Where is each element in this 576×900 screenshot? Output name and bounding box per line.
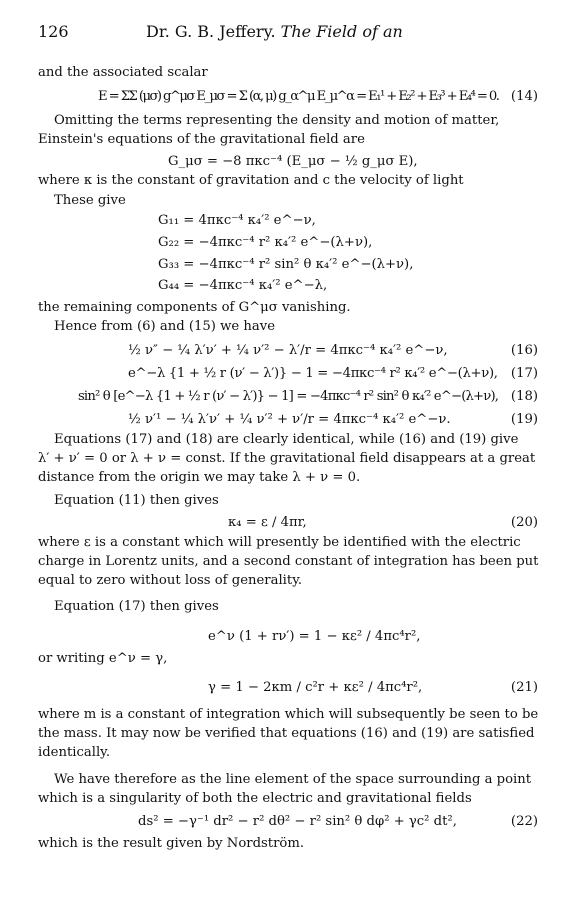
equation-line — [38, 233, 538, 253]
equation-number: (22) — [510, 814, 538, 829]
equation-line — [38, 276, 538, 296]
text-line: λ′ + ν′ = 0 or λ + ν = const. If the gravitational field disappears at a great — [38, 451, 536, 466]
equation-line — [38, 387, 538, 407]
running-header-author: Dr. G. B. Jeffery. — [146, 22, 276, 41]
text-line: which is the result given by Nordström. — [38, 836, 305, 851]
equation: G₁₁ = 4πκc⁻⁴ κ₄′² e^−ν, — [158, 213, 316, 228]
equation: ½ ν″ − ¼ λ′ν′ + ¼ ν′² − λ′/r = 4πκc⁻⁴ κ₄′² e^−ν, — [128, 343, 448, 358]
text-line: Omitting the terms representing the density and motion of matter, — [54, 113, 500, 128]
equation-number: (19) — [510, 412, 538, 427]
text-line: Equation (17) then gives — [54, 599, 219, 614]
text-line: where κ is the constant of gravitation and c the velocity of light — [38, 173, 464, 188]
text-line: where ε is a constant which will presently be identified with the electric — [38, 535, 521, 550]
equation-line — [38, 627, 538, 647]
text-line: Equations (17) and (18) are clearly identical, while (16) and (19) give — [54, 432, 519, 447]
equation-line — [38, 211, 538, 231]
equation-number: (14) — [510, 89, 538, 104]
text-line: charge in Lorentz units, and a second constant of integration has been put — [38, 554, 539, 569]
text-line: distance from the origin we may take λ + ν = 0. — [38, 470, 361, 485]
equation-line — [38, 341, 538, 361]
text-line: the remaining components of G^μσ vanishing. — [38, 300, 351, 315]
text-line: Equation (11) then gives — [54, 493, 219, 508]
text-line: which is a singularity of both the electric and gravitational fields — [38, 791, 472, 806]
text-line: the mass. It may now be verified that equations (16) and (19) are satisfied — [38, 726, 535, 741]
equation-number: (16) — [510, 343, 538, 358]
equation-line — [38, 410, 538, 430]
equation: γ = 1 − 2κm / c²r + κε² / 4πc⁴r², — [208, 680, 423, 695]
running-header-title: The Field of an — [280, 22, 403, 41]
equation-line — [38, 152, 538, 172]
equation: G₄₄ = −4πκc⁻⁴ κ₄′² e^−λ, — [158, 278, 328, 293]
equation: G₃₃ = −4πκc⁻⁴ r² sin² θ κ₄′² e^−(λ+ν), — [158, 257, 414, 272]
text-line: These give — [54, 193, 126, 208]
equation-number: (20) — [510, 515, 538, 530]
text-line: Hence from (6) and (15) we have — [54, 319, 276, 334]
equation: G_μσ = −8 πκc⁻⁴ (E_μσ − ½ g_μσ E), — [168, 154, 418, 169]
equation: E = ΣΣ (μσ) g^μσ E_μσ = Σ (α, μ) g_α^μ E_μ^α = E₁¹ + E₂² + E₃³ + E₄⁴ = 0. — [98, 89, 499, 104]
equation: ds² = −γ⁻¹ dr² − r² dθ² − r² sin² θ dφ² + γc² dt², — [138, 814, 457, 829]
page-number: 126 — [38, 22, 69, 41]
equation-number: (18) — [510, 389, 538, 404]
running-header — [146, 22, 403, 41]
text-line: where m is a constant of integration which will subsequently be seen to be — [38, 707, 539, 722]
equation: ½ ν′¹ − ¼ λ′ν′ + ¼ ν′² + ν′/r = 4πκc⁻⁴ κ₄′² e^−ν. — [128, 412, 451, 427]
equation-line — [38, 87, 538, 107]
equation: κ₄ = ε / 4πr, — [228, 515, 307, 530]
text-line: identically. — [38, 745, 111, 760]
text-line: equal to zero without loss of generality. — [38, 573, 303, 588]
equation-line — [38, 513, 538, 533]
text-line: We have therefore as the line element of the space surrounding a point — [54, 772, 532, 787]
equation-line — [38, 255, 538, 275]
equation: sin² θ [e^−λ {1 + ½ r (ν′ − λ′)} − 1] = −4πκc⁻⁴ r² sin² θ κ₄′² e^−(λ+ν), — [78, 389, 499, 404]
equation-line — [38, 812, 538, 832]
text-line: or writing e^ν = γ, — [38, 651, 168, 666]
equation: e^−λ {1 + ½ r (ν′ − λ′)} − 1 = −4πκc⁻⁴ r² κ₄′² e^−(λ+ν), — [128, 366, 498, 381]
equation-number: (17) — [510, 366, 538, 381]
equation-line — [38, 364, 538, 384]
equation: e^ν (1 + rν′) = 1 − κε² / 4πc⁴r², — [208, 629, 421, 644]
equation: G₂₂ = −4πκc⁻⁴ r² κ₄′² e^−(λ+ν), — [158, 235, 373, 250]
equation-number: (21) — [510, 680, 538, 695]
text-line: Einstein's equations of the gravitational field are — [38, 132, 365, 147]
text-line: and the associated scalar — [38, 65, 208, 80]
equation-line — [38, 678, 538, 698]
